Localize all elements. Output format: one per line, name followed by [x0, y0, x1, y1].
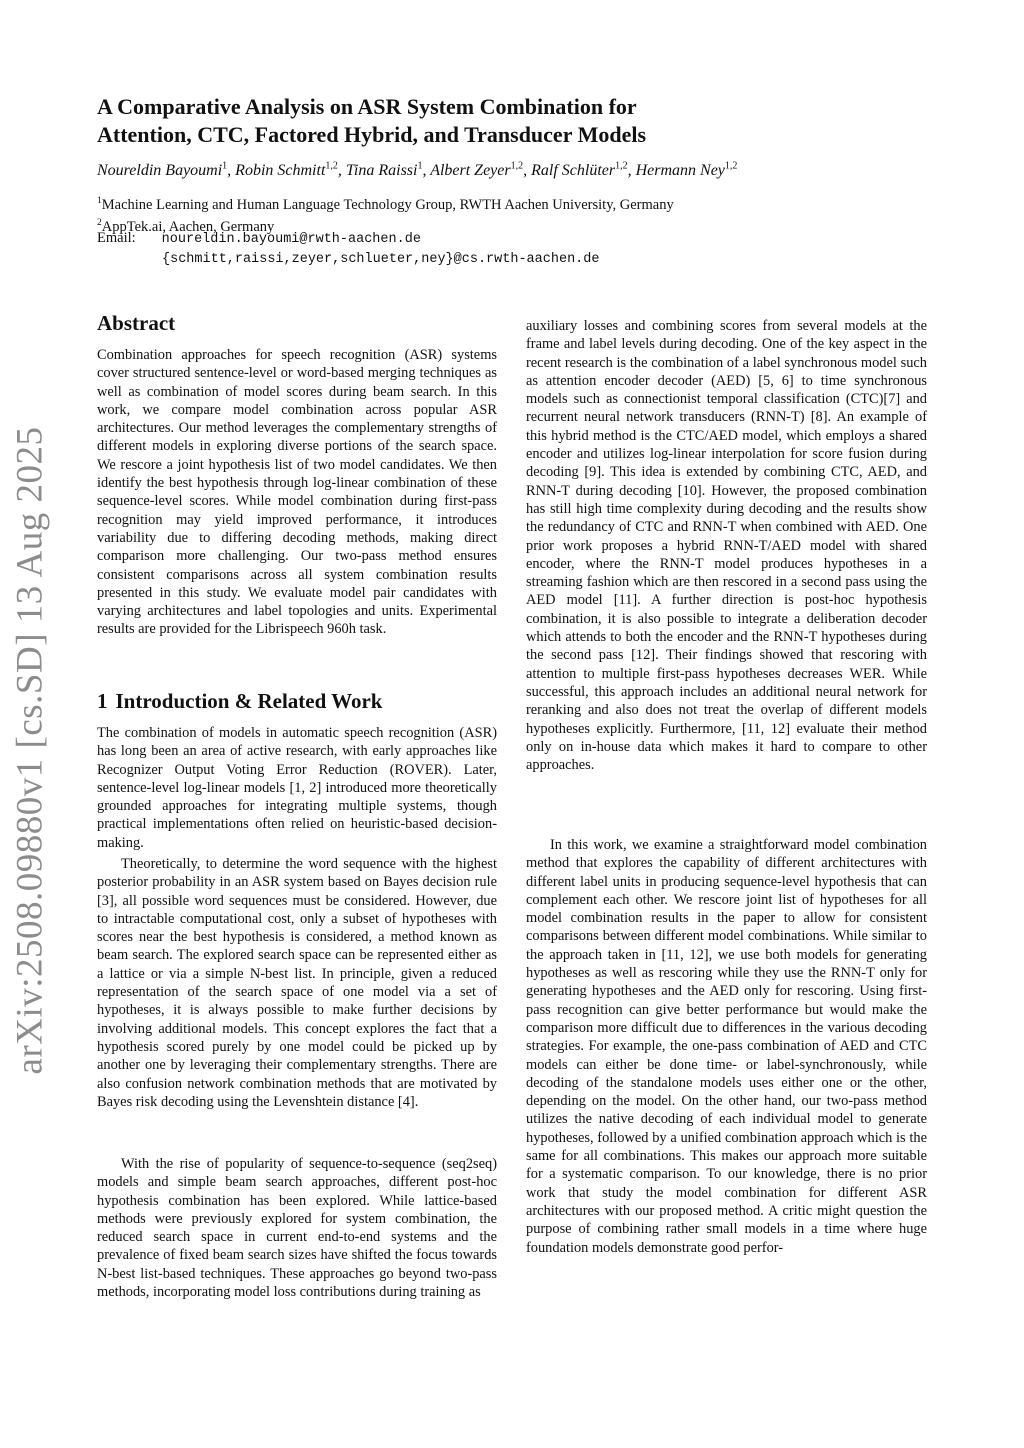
paper-title [97, 93, 937, 149]
title-line-1: A Comparative Analysis on ASR System Combination for [97, 94, 637, 119]
author: Albert Zeyer$^{1,2}$, [430, 161, 532, 180]
affiliation-1: $^1$Machine Learning and Human Language Technology Group, RWTH Aachen University, Germany [97, 196, 674, 213]
section-number: 1 [97, 689, 108, 713]
author: Ralf Schlüter$^{1,2}$, [531, 161, 636, 180]
section-title: Introduction & Related Work [115, 689, 383, 713]
right-paragraph-2: In this work, we examine a straightforward model combination method that explores the capability of different architectures with different label units in producing sequence-level hypothesis that can complement each other. We rescore joint list of hypotheses for all model combination results in the paper to allow for consistent comparisons between different model combinations. While similar to the approach taken in [11, 12], we use both models for generating hypotheses as well as rescoring while they use the RNN-T only for generating hypotheses and the AED only for rescoring. Using first-pass recognition can give better performance but would make the comparison more difficult due to differences in the various decoding strategies. For example, the one-pass combination of AED and CTC models can either be done time- or label-synchronously, while decoding of the standalone models uses either one or the other, depending on the model. On the other hand, our two-pass method utilizes the native decoding of each individual model to generate hypotheses, followed by a unified combination approach which is the same for all combinations. This makes our approach more suitable for a systematic comparison. To our knowledge, there is no prior work that study the model combination for different ASR architectures with our proposed method. A critic might question the purpose of combining rather small models in a time where huge foundation models demonstrate good perfor- [526, 837, 927, 1256]
intro-paragraph-3: With the rise of popularity of sequence-to-sequence (seq2seq) models and simple beam search approaches, different post-hoc hypothesis combination has been explored. While lattice-based methods were previously explored for system combination, the reduced search space in current end-to-end systems and the prevalence of fixed beam search sizes have shifted the focus towards N-best list-based techniques. These approaches go beyond two-pass methods, incorporating model loss contributions during training as [97, 1156, 497, 1301]
abstract-text: Combination approaches for speech recognition (ASR) systems cover structured sentence-level or word-based merging techniques as well as combination of model scores during beam search. In this work, we compare model combination across popular ASR architectures. Our method leverages the complementary strengths of different models in exploring diverse portions of the search space. We rescore a joint hypothesis list of two model candidates. We then identify the best hypothesis through log-linear combination of these sequence-level scores. While model combination during first-pass recognition may yield improved performance, it introduces variability due to differing decoding methods, making direct comparison more challenging. Our two-pass method ensures consistent comparisons across all system combination results presented in this study. We evaluate model pair candidates with varying architectures and label topologies and units. Experimental results are provided for the Librispeech 960h task. [97, 347, 497, 638]
author: Robin Schmitt$^{1,2}$, [235, 161, 346, 180]
abstract-heading: Abstract [97, 311, 176, 335]
intro-heading [97, 688, 383, 714]
author-list [97, 156, 957, 182]
right-paragraph-1: auxiliary losses and combining scores from several models at the frame and label levels during decoding. One of the key aspect in the recent research is the combination of a label synchronous model such as attention encoder decoder (AED) [5, 6] to time synchronous models such as connectionist temporal classification (CTC)[7] and recurrent neural network transducers (RNN-T) [8]. An example of this hybrid method is the CTC/AED model, which employs a shared encoder and utilizes log-linear interpolation for score fusion during decoding [9]. This idea is extended by combining CTC, AED, and RNN-T during decoding [10]. However, the proposed combination has still high time complexity during decoding and the results show the redundancy of CTC and RNN-T when combined with AED. One prior work proposes a hybrid RNN-T/AED model with shared encoder, where the RNN-T model produces hypotheses in a streaming fashion which are then rescored in a second pass using the AED model [11]. A further direction is post-hoc hypothesis combination, it is also possible to integrate a deliberation decoder which attends to both the encoder and the RNN-T hypotheses during the second pass [12]. Their findings showed that rescoring with attention to multiple first-pass hypotheses decreases WER. While successful, this approach includes an additional neural network for reranking and also does not treat the overlap of different models hypotheses explicitly. Furthermore, [11, 12] evaluate their method only on in-house data which makes it hard to compare to other approaches. [526, 318, 927, 774]
affiliation-2: $^2$AppTek.ai, Aachen, Germany [97, 218, 275, 236]
email-label: Email: [97, 230, 136, 246]
intro-paragraph-1: The combination of models in automatic speech recognition (ASR) has long been an area of active research, with early approaches like Recognizer Output Voting Error Reduction (ROVER). Later, sentence-level log-linear models [1, 2] introduced more theoretically grounded approaches for integrating multiple systems, though practical implementations often relied on heuristic-based decision-making. [97, 725, 497, 851]
author: Noureldin Bayoumi$^1$, [97, 161, 236, 180]
email-address-2[interactable]: {schmitt,raissi,zeyer,schlueter,ney}@cs.rwth-aachen.de [162, 252, 600, 267]
author: Tina Raissi$^1$, [345, 161, 431, 180]
arxiv-stamp [0, 420, 60, 1080]
author: Hermann Ney$^{1,2}$ [635, 161, 738, 180]
email-row-1 [97, 229, 957, 250]
email-address-1[interactable]: noureldin.bayoumi@rwth-aachen.de [161, 232, 421, 247]
email-row-2 [162, 249, 1022, 270]
title-line-2: Attention, CTC, Factored Hybrid, and Transducer Models [97, 122, 647, 147]
arxiv-id: arXiv:2508.09880v1 [cs.SD] 13 Aug 2025 [9, 426, 51, 1074]
intro-paragraph-2: Theoretically, to determine the word sequence with the highest posterior probability in an ASR system based on Bayes decision rule [3], all possible word sequences must be considered. However, due to intractable computational cost, only a subset of hypotheses with scores near the best hypothesis is considered, a method known as beam search. The explored search space can be represented either as a lattice or via a simple N-best list. In principle, given a reduced representation of the search space of one model via a set of hypotheses, it is always possible to make further decisions by involving additional models. This concept explores the fact that a hypothesis scored purely by one model could be picked up by another one by leveraging their complementary strengths. There are also confusion network combination methods that are motivated by Bayes risk decoding using the Levenshtein distance [4]. [97, 856, 497, 1110]
